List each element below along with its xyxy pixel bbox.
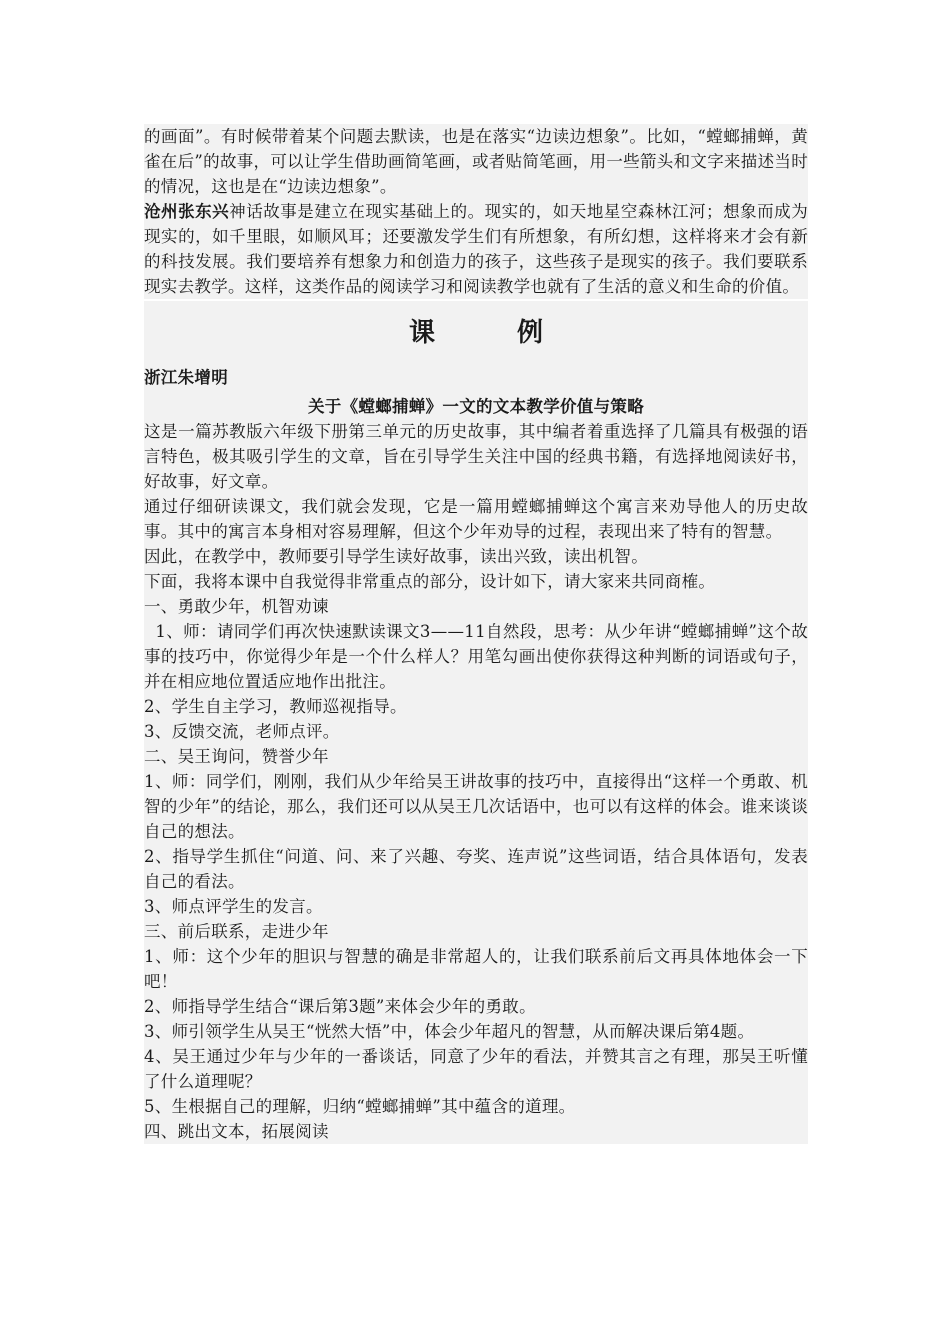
paragraph: 1、师：这个少年的胆识与智慧的确是非常超人的，让我们联系前后文再具体地体会一下吧！ — [144, 947, 808, 991]
paragraph: 4、吴王通过少年与少年的一番谈话，同意了少年的看法，并赞其言之有理，那吴王听懂了什么道理呢？ — [144, 1047, 808, 1091]
paragraph: 通过仔细研读课文，我们就会发现，它是一篇用螳螂捕蝉这个寓言来劝导他人的历史故事。其中的寓言本身相对容易理解，但这个少年劝导的过程，表现出来了特有的智慧。 — [144, 497, 808, 541]
paragraph: 2、指导学生抓住“问道、问、来了兴趣、夸奖、连声说”这些词语，结合具体语句，发表自己的看法。 — [144, 847, 808, 891]
article-title: 关于《螳螂捕蝉》一文的文本教学价值与策略 — [308, 397, 644, 416]
paragraph: 这是一篇苏教版六年级下册第三单元的历史故事，其中编者着重选择了几篇具有极强的语言特色，极其吸引学生的文章，旨在引导学生关注中国的经典书籍，有选择地阅读好书，好故事，好文章。 — [144, 422, 808, 491]
paragraph: 2、师指导学生结合“课后第3题”来体会少年的勇敢。 — [144, 997, 536, 1016]
paragraph: 5、生根据自己的理解，归纳“螳螂捕蝉”其中蕴含的道理。 — [144, 1097, 576, 1116]
author-name-inline: 沧州张东兴 — [144, 202, 230, 221]
section-title: 三、前后联系，走进少年 — [144, 922, 329, 941]
heading-char: 例 — [517, 318, 544, 348]
section-title: 一、勇敢少年，机智劝谏 — [144, 597, 329, 616]
paragraph: 3、师点评学生的发言。 — [144, 897, 323, 916]
paragraph: 的画面”。有时候带着某个问题去默读，也是在落实“边读边想象”。比如，“螳螂捕蝉，黄雀在后”的故事，可以让学生借助画简笔画，或者贴简笔画，用一些箭头和文字来描述当时的情况，这也是在“边读边想象”。 — [144, 127, 808, 196]
author-name: 浙江朱增明 — [144, 368, 228, 387]
paragraph: 2、学生自主学习，教师巡视指导。 — [144, 697, 407, 716]
paragraph: 因此，在教学中，教师要引导学生读好故事，读出兴致，读出机智。 — [144, 547, 648, 566]
paragraph: 3、反馈交流，老师点评。 — [144, 722, 340, 741]
section-title: 四、跳出文本，拓展阅读 — [144, 1122, 329, 1141]
paragraph: 3、师引领学生从吴王“恍然大悟”中，体会少年超凡的智慧，从而解决课后第4题。 — [144, 1022, 755, 1041]
article-block — [144, 365, 808, 1144]
paragraph-text: 神话故事是建立在现实基础上的。现实的，如天地星空森林江河；想象而成为现实的，如千里眼，如顺风耳；还要激发学生们有所想象，有所幻想，这样将来才会有新的科技发展。我们要培养有想象力和创造力的孩子，这些孩子是现实的孩子。我们要联系现实去教学。这样，这类作品的阅读学习和阅读教学也就有了生活的意义和生命的价值。 — [144, 202, 809, 296]
section-heading — [144, 301, 808, 365]
paragraph: 1、师：同学们，刚刚，我们从少年给吴王讲故事的技巧中，直接得出“这样一个勇敢、机智的少年”的结论，那么，我们还可以从吴王几次话语中，也可以有这样的体会。谁来谈谈自己的想法。 — [144, 772, 808, 841]
document-page — [144, 124, 808, 1144]
paragraph: 1、师：请同学们再次快速默读课文3——11自然段，思考：从少年讲“螳螂捕蝉”这个故事的技巧中，你觉得少年是一个什么样人？用笔勾画出使你获得这种判断的词语或句子，并在相应地位置适应地作出批注。 — [144, 622, 809, 691]
intro-block — [144, 124, 808, 299]
paragraph — [144, 199, 808, 299]
paragraph: 下面，我将本课中自我觉得非常重点的部分，设计如下，请大家来共同商榷。 — [144, 572, 716, 591]
section-title: 二、吴王询问，赞誉少年 — [144, 747, 329, 766]
heading-char: 课 — [408, 318, 435, 348]
